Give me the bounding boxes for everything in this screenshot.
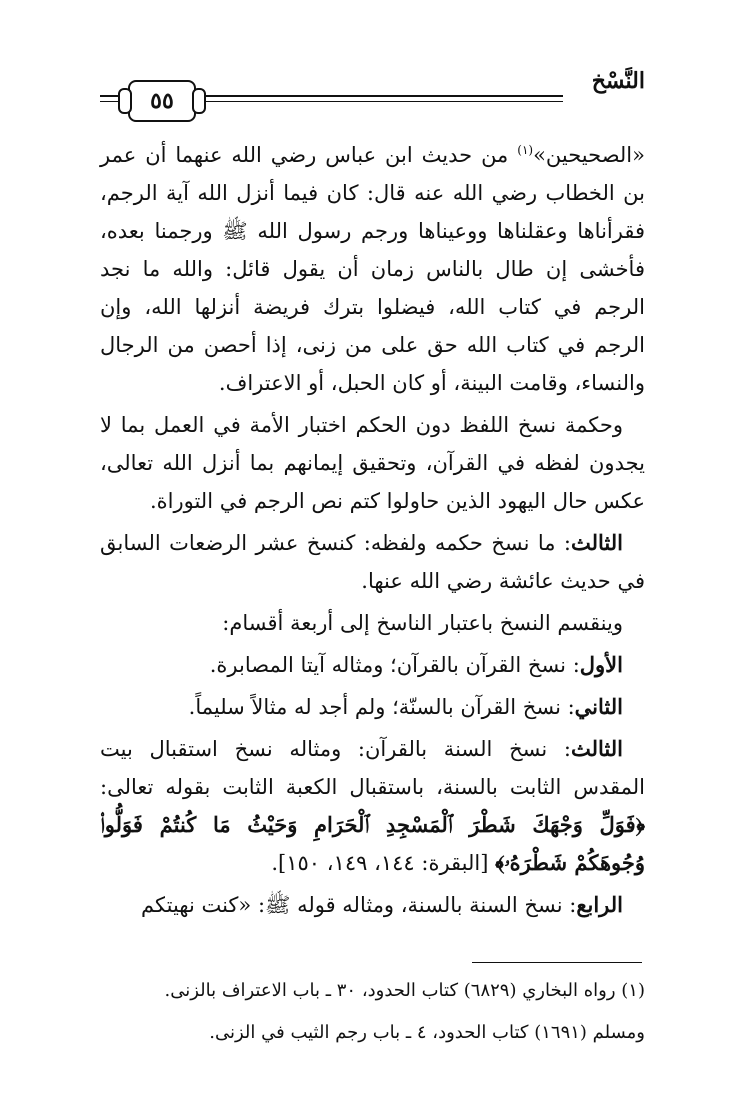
fourth-text: : نسخ السنة بالسنة، ومثاله قوله ﷺ: «كنت نهيتكم xyxy=(141,893,577,917)
label-third: الثالث xyxy=(571,530,623,555)
header-rule-left-top xyxy=(100,95,120,97)
running-title: النَّسْخ xyxy=(591,68,645,94)
third-type-text: : ما نسخ حكمه ولفظه: كنسخ عشر الرضعات السابق في حديث عائشة رضي الله عنها. xyxy=(100,531,645,593)
third-division-text: : نسخ السنة بالقرآن: ومثاله نسخ استقبال بيت المقدس الثابت بالسنة، باستقبال الكعبة الثابت بقوله تعالى: xyxy=(100,737,645,799)
paragraph-third-type xyxy=(100,524,645,600)
paragraph-wisdom: وحكمة نسخ اللفظ دون الحكم اختبار الأمة في العمل بما لا يجدون لفظه في القرآن، وتحقيق إيمانهم بما أنزل الله تعالى، عكس حال اليهود الذين حاولوا كتم نص الرجم في التوراة. xyxy=(100,413,645,513)
main-text xyxy=(100,136,645,928)
paragraph-divisions: وينقسم النسخ باعتبار الناسخ إلى أربعة أقسام: xyxy=(222,611,623,635)
label-fourth: الرابع xyxy=(576,892,623,917)
footnote-ref: (١) xyxy=(517,143,534,157)
paragraph-first xyxy=(100,646,645,684)
header-rule-right-bottom xyxy=(206,101,563,102)
label-first: الأول xyxy=(579,652,623,677)
footnote-1-cont: ومسلم (١٦٩١) كتاب الحدود، ٤ ـ باب رجم الثيب في الزنى. xyxy=(209,1022,645,1043)
paragraph-second xyxy=(100,688,645,726)
header-rule-left-bottom xyxy=(100,101,120,102)
paragraph-hadith xyxy=(100,136,645,402)
footnote-1: (١) رواه البخاري (٦٨٢٩) كتاب الحدود، ٣٠ ـ باب الاعتراف بالزنى. xyxy=(164,980,645,1001)
first-text: : نسخ القرآن بالقرآن؛ ومثاله آيتا المصابرة. xyxy=(209,653,580,677)
label-second: الثاني xyxy=(574,694,623,719)
quran-verse: ﴿فَوَلِّ وَجْهَكَ شَطْرَ ٱلْمَسْجِدِ ٱلْحَرَامِ وَحَيْثُ مَا كُنتُمْ فَوَلُّوا۟ وُجُوهَكُمْ شَطْرَهُۥ﴾ xyxy=(100,812,645,875)
hadith-text: من حديث ابن عباس رضي الله عنهما أن عمر بن الخطاب رضي الله عنه قال: كان فيما أنزل الله آية الرجم، فقرأناها وعقلناها ووعيناها ورجم رسول الله ﷺ ورجمنا بعده، فأخشى إن طال بالناس زمان أن يقول قائل: والله ما نجد الرجم في كتاب الله، فيضلوا بترك فريضة أنزلها الله، وإن الرجم في كتاب الله حق على من زنى، إذا أحصن من الرجال والنساء، وقامت البينة، أو كان الحبل، أو الاعتراف. xyxy=(100,143,645,395)
footnotes xyxy=(100,970,645,1054)
verse-reference: [البقرة: ١٤٤، ١٤٩، ١٥٠]. xyxy=(271,851,496,875)
sahihain-text: «الصحيحين» xyxy=(533,143,645,167)
page-number: ٥٥ xyxy=(150,88,174,114)
paragraph-third-division xyxy=(100,730,645,882)
page-number-box xyxy=(128,80,196,122)
second-text: : نسخ القرآن بالسنّة؛ ولم أجد له مثالاً سليماً. xyxy=(188,695,575,719)
page-header xyxy=(100,62,645,132)
footnote-separator xyxy=(472,962,642,963)
header-rule-right-top xyxy=(206,95,563,97)
label-third-division: الثالث xyxy=(571,736,623,761)
paragraph-fourth xyxy=(100,886,645,924)
